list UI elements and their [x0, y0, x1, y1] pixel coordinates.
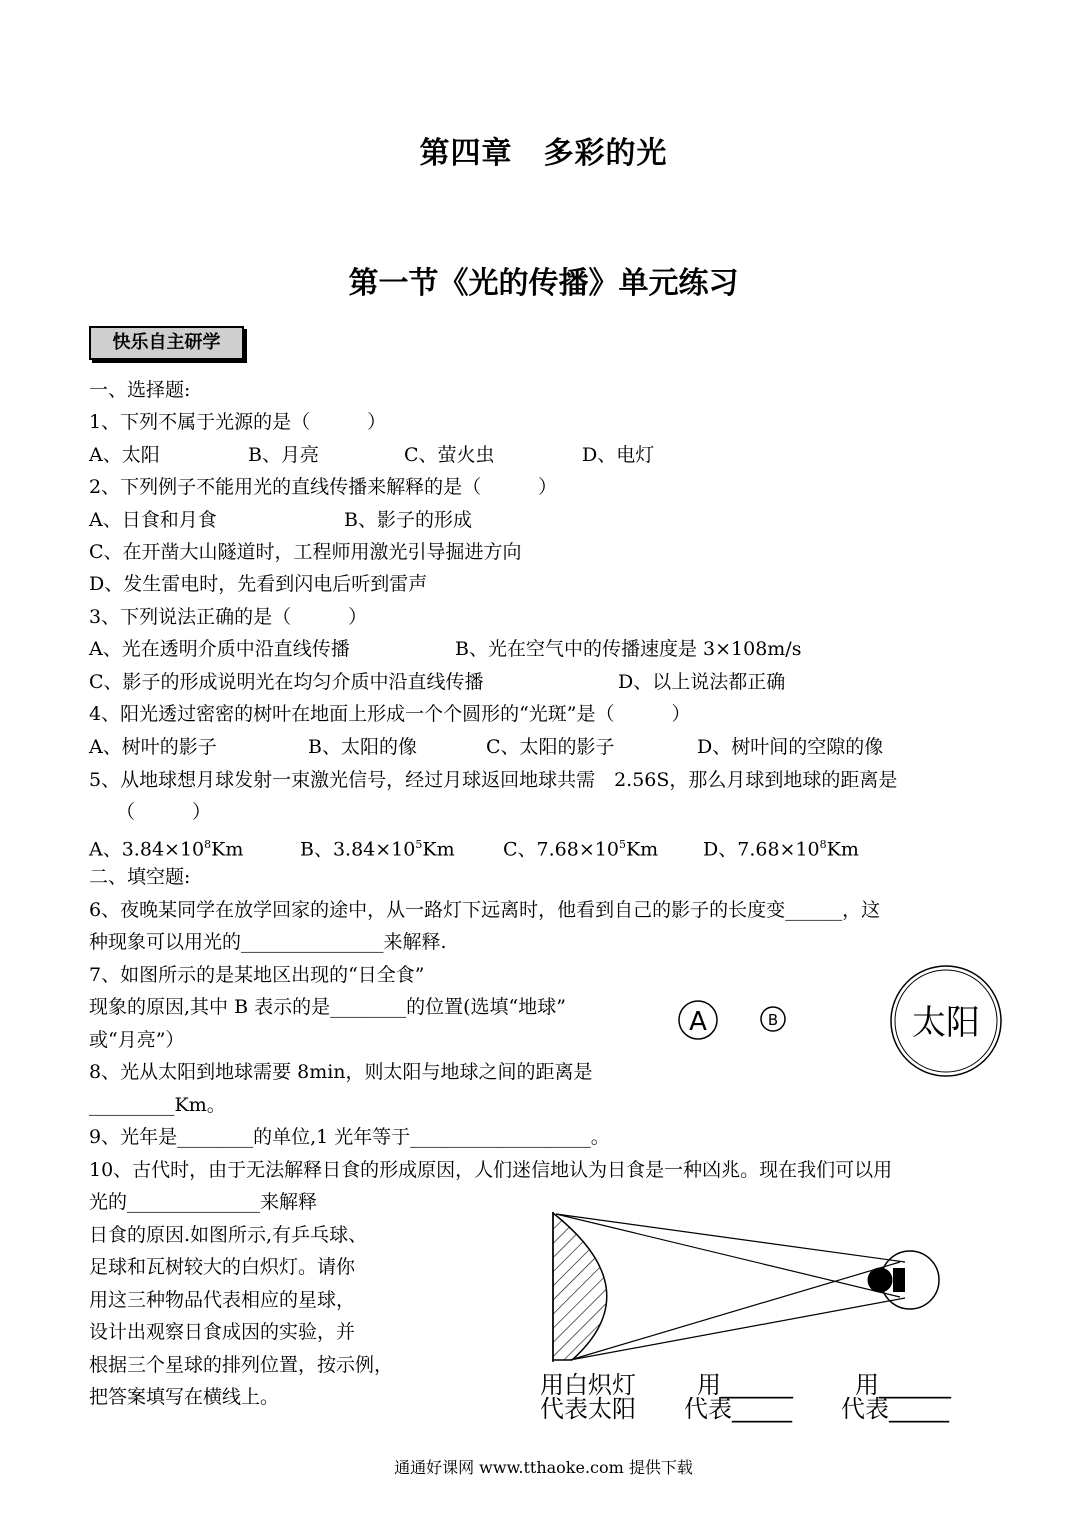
q4-text: 4、阳光透过密密的树叶在地面上形成一个个圆形的“光斑”是（ ） — [89, 703, 691, 725]
q7-text-line3: 或“月亮”） — [89, 1029, 185, 1051]
q1-option-b: B、月亮 — [248, 444, 319, 466]
q9-text: 9、光年是________的单位,1 光年等于___________________。 — [89, 1126, 610, 1148]
q5-option-b — [300, 833, 455, 861]
q2-option-a: A、日食和月食 — [89, 509, 217, 531]
part1-heading: 一、选择题: — [89, 379, 191, 401]
q10-body-line: 设计出观察日食成因的实验，并 — [89, 1321, 356, 1343]
q5-a-unit: Km — [211, 838, 244, 861]
q4-option-c: C、太阳的影子 — [486, 736, 615, 758]
q10-text-line1: 10、古代时，由于无法解释日食的形成原因，人们迷信地认为日食是一种凶兆。现在我们可以用 — [89, 1159, 893, 1181]
q10-body-line: 根据三个星球的排列位置，按示例， — [89, 1354, 394, 1376]
moon-circle — [868, 1268, 892, 1292]
q2-option-c: C、在开凿大山隧道时，工程师用激光引导掘进方向 — [89, 541, 522, 563]
q10-body-line: 日食的原因.如图所示,有乒乓球、 — [89, 1224, 368, 1246]
q5-text-line1: 5、从地球想月球发射一束激光信号，经过月球返回地球共需 2.56S，那么月球到地球的距离是 — [89, 769, 898, 791]
q5-c-exp: 5 — [618, 838, 626, 851]
q5-d-unit: Km — [826, 838, 859, 861]
light-ray — [570, 1298, 905, 1360]
q5-a-base: A、3.84×10 — [89, 838, 205, 861]
body-a-label: A — [689, 1007, 707, 1037]
q7-text-line2: 现象的原因,其中 B 表示的是________的位置(选填“地球” — [89, 996, 566, 1018]
q8-text-line1: 8、光从太阳到地球需要 8min，则太阳与地球之间的距离是 — [89, 1061, 593, 1083]
sun-outer-circle — [891, 966, 1001, 1076]
q7-text-line1: 7、如图所示的是某地区出现的“日全食” — [89, 964, 425, 986]
q5-b-exp: 5 — [415, 838, 423, 851]
earth-circle — [881, 1251, 939, 1309]
q3-text: 3、下列说法正确的是（ ） — [89, 606, 368, 628]
q3-option-c: C、影子的形成说明光在均匀介质中沿直线传播 — [89, 671, 484, 693]
q10-body-line: 用这三种物品代表相应的星球， — [89, 1289, 356, 1311]
q3-option-b: B、光在空气中的传播速度是 3×108m/s — [455, 638, 802, 660]
light-ray — [570, 1262, 900, 1360]
q4-option-b: B、太阳的像 — [308, 736, 417, 758]
q5-option-c — [503, 833, 658, 861]
q5-option-d — [703, 833, 859, 861]
section-title: 第一节《光的传播》单元练习 — [348, 266, 739, 301]
q5-a-exp: 8 — [204, 838, 212, 851]
q5-text-line2: （ ） — [116, 801, 212, 823]
q10-text-line2: 光的______________来解释 — [89, 1191, 318, 1213]
blank-represent-2: 代表_____ — [841, 1395, 949, 1423]
sun-inner-circle — [895, 970, 997, 1072]
q8-text-line2: _________Km。 — [89, 1094, 226, 1116]
body-b-label: B — [767, 1011, 779, 1029]
q4-option-a: A、树叶的影子 — [89, 736, 217, 758]
q6-text-line2: 种现象可以用光的_______________来解释. — [89, 931, 447, 953]
blank-represent-1: 代表_____ — [684, 1395, 792, 1423]
q1-option-a: A、太阳 — [89, 444, 160, 466]
q3-option-a: A、光在透明介质中沿直线传播 — [89, 638, 350, 660]
light-ray — [556, 1214, 905, 1262]
q5-option-a — [89, 833, 243, 861]
q2-option-b: B、影子的形成 — [344, 509, 472, 531]
part2-heading: 二、填空题: — [89, 866, 191, 888]
blank-use-1: 用______ — [697, 1371, 793, 1399]
lamp-sun-shape — [553, 1213, 607, 1360]
lamp-caption-line1: 用白炽灯 — [540, 1371, 636, 1399]
q5-d-base: D、7.68×10 — [703, 838, 820, 861]
q5-d-exp: 8 — [819, 838, 827, 851]
q5-c-base: C、7.68×10 — [503, 838, 619, 861]
lamp-caption-line2: 代表太阳 — [540, 1395, 636, 1423]
q5-c-unit: Km — [625, 838, 659, 861]
q1-option-c: C、萤火虫 — [404, 444, 495, 466]
light-ray — [556, 1214, 900, 1297]
q2-text: 2、下列例子不能用光的直线传播来解释的是（ ） — [89, 476, 558, 498]
q10-body-line: 足球和瓦树较大的白炽灯。请你 — [89, 1256, 356, 1278]
chapter-title: 第四章 多彩的光 — [419, 136, 668, 171]
umbra-patch — [893, 1268, 905, 1292]
sun-label: 太阳 — [912, 1003, 980, 1043]
body-b-circle — [761, 1007, 785, 1031]
q10-body-line: 把答案填写在横线上。 — [89, 1386, 280, 1408]
q5-b-unit: Km — [422, 838, 455, 861]
section-tag: 快乐自主研学 — [89, 326, 244, 360]
q3-option-d: D、以上说法都正确 — [618, 671, 786, 693]
body-a-circle — [679, 1001, 717, 1039]
q5-b-base: B、3.84×10 — [300, 838, 416, 861]
blank-use-2: 用______ — [855, 1371, 951, 1399]
q6-text-line1: 6、夜晚某同学在放学回家的途中，从一路灯下远离时，他看到自己的影子的长度变______，这 — [89, 899, 881, 921]
q1-text: 1、下列不属于光源的是（ ） — [89, 411, 387, 433]
page-footer: 通通好课网 www.tthaoke.com 提供下载 — [394, 1458, 693, 1477]
q4-option-d: D、树叶间的空隙的像 — [697, 736, 884, 758]
q2-option-d: D、发生雷电时，先看到闪电后听到雷声 — [89, 573, 428, 595]
q1-option-d: D、电灯 — [582, 444, 655, 466]
